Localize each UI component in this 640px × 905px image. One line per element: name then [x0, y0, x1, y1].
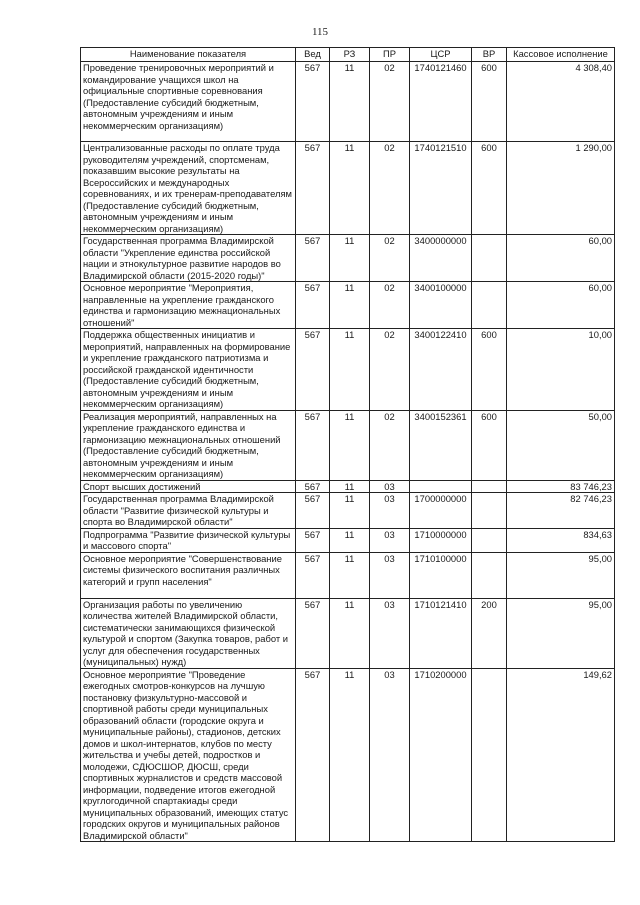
table-row	[81, 480, 615, 493]
table-cell-ved: 567	[296, 282, 330, 329]
table-cell-vr: 600	[472, 329, 507, 411]
table-cell-rz: 11	[330, 410, 370, 480]
table-cell-ved: 567	[296, 235, 330, 282]
table-cell-ved: 567	[296, 62, 330, 142]
table-cell-rz: 11	[330, 142, 370, 235]
table-cell-ved: 567	[296, 329, 330, 411]
table-cell-pr: 02	[370, 62, 410, 142]
table-cell-pr: 02	[370, 329, 410, 411]
table-cell-name: Государственная программа Владимирской области "Развитие физической культуры и спорта во Владимирской области"	[81, 493, 296, 529]
table-row	[81, 552, 615, 598]
table-row	[81, 493, 615, 529]
table-cell-rz: 11	[330, 598, 370, 668]
table-cell-csr: 1710000000	[410, 528, 472, 552]
table-row	[81, 282, 615, 329]
table-cell-name: Поддержка общественных инициатив и мероприятий, направленных на формирование и укрепление гражданского патриотизма и российской гражданской идентичности (Предоставление субсидий бюджетным, автономным учреждениям и иным некоммерческим организациям)	[81, 329, 296, 411]
table-cell-rz: 11	[330, 329, 370, 411]
table-cell-name: Реализация мероприятий, направленных на укрепление гражданского единства и гармонизацию межнациональных отношений (Предоставление субсидий бюджетным, автономным учреждениям и иным некоммерческим организациям)	[81, 410, 296, 480]
table-cell-rz: 11	[330, 668, 370, 842]
table-cell-csr	[410, 480, 472, 493]
header-amount: Кассовое исполнение	[507, 48, 615, 62]
table-row	[81, 410, 615, 480]
table-cell-ved: 567	[296, 493, 330, 529]
table-cell-name: Основное мероприятие "Мероприятия, направленные на укрепление гражданского единства и гармонизацию межнациональных отношений"	[81, 282, 296, 329]
table-cell-pr: 03	[370, 528, 410, 552]
table-cell-ved: 567	[296, 480, 330, 493]
table-cell-rz: 11	[330, 235, 370, 282]
table-cell-vr	[472, 528, 507, 552]
table-cell-amount: 1 290,00	[507, 142, 615, 235]
table-row	[81, 329, 615, 411]
page-number: 115	[311, 26, 329, 38]
budget-execution-table	[80, 47, 615, 842]
table-cell-pr: 02	[370, 282, 410, 329]
table-cell-name: Государственная программа Владимирской области "Укрепление единства российской нации и этнокультурное развитие народов во Владимирской области (2015-2020 годы)"	[81, 235, 296, 282]
table-cell-amount: 60,00	[507, 235, 615, 282]
header-vr: ВР	[472, 48, 507, 62]
table-cell-amount: 82 746,23	[507, 493, 615, 529]
header-name: Наименование показателя	[81, 48, 296, 62]
table-cell-ved: 567	[296, 552, 330, 598]
table-cell-name: Централизованные расходы по оплате труда руководителям учреждений, спортсменам, показавшим высокие результаты на Всероссийских и международных соревнованиях, и их тренерам-преподавателям (Предоставление субсидий бюджетным, автономным учреждениям и иным некоммерческим организациям)	[81, 142, 296, 235]
table-cell-name: Организация работы по увеличению количества жителей Владимирской области, систематически занимающихся физической культурой и спортом (Закупка товаров, работ и услуг для обеспечения государственных (муниципальных) нужд)	[81, 598, 296, 668]
table-cell-name: Проведение тренировочных мероприятий и командирование учащихся школ на официальные спортивные соревнования (Предоставление субсидий бюджетным, автономным учреждениям и иным некоммерческим организациям)	[81, 62, 296, 142]
header-rz: РЗ	[330, 48, 370, 62]
table-cell-csr: 1740121510	[410, 142, 472, 235]
table-cell-rz: 11	[330, 528, 370, 552]
table-cell-csr: 3400152361	[410, 410, 472, 480]
table-cell-pr: 02	[370, 410, 410, 480]
table-cell-vr	[472, 480, 507, 493]
table-row	[81, 62, 615, 142]
table-row	[81, 235, 615, 282]
table-row	[81, 528, 615, 552]
table-cell-ved: 567	[296, 410, 330, 480]
table-row	[81, 598, 615, 668]
table-cell-vr	[472, 552, 507, 598]
table-cell-amount: 95,00	[507, 552, 615, 598]
table-cell-csr: 1710200000	[410, 668, 472, 842]
table-cell-vr: 200	[472, 598, 507, 668]
table-cell-csr: 1700000000	[410, 493, 472, 529]
table-cell-pr: 02	[370, 235, 410, 282]
table-cell-name: Основное мероприятие "Совершенствование системы физического воспитания различных категорий и групп населения"	[81, 552, 296, 598]
table-cell-amount: 60,00	[507, 282, 615, 329]
table-cell-csr: 1740121460	[410, 62, 472, 142]
table-cell-vr	[472, 282, 507, 329]
table-cell-vr	[472, 235, 507, 282]
table-row	[81, 668, 615, 842]
table-cell-ved: 567	[296, 598, 330, 668]
table-cell-csr: 3400122410	[410, 329, 472, 411]
table-cell-rz: 11	[330, 62, 370, 142]
table-cell-name: Подпрограмма "Развитие физической культуры и массового спорта"	[81, 528, 296, 552]
table-cell-rz: 11	[330, 493, 370, 529]
table-cell-rz: 11	[330, 282, 370, 329]
table-cell-amount: 10,00	[507, 329, 615, 411]
table-cell-ved: 567	[296, 142, 330, 235]
table-cell-csr: 3400000000	[410, 235, 472, 282]
table-cell-csr: 1710100000	[410, 552, 472, 598]
table-cell-name: Основное мероприятие "Проведение ежегодных смотров-конкурсов на лучшую постановку физкультурно-массовой и спортивной работы среди муниципальных образований области (городские округа и муниципальные районы), стадионов, детских домов и школ-интернатов, клубов по месту жительства и учебы детей, подростков и молодежи, СДЮСШОР, ДЮСШ, среди спортивных журналистов и средств массовой информации, подведение итогов ежегодной круглогодичной спартакиады среди муниципальных образований, имеющих статус городских округов и муниципальных районов Владимирской области"	[81, 668, 296, 842]
table-cell-pr: 03	[370, 668, 410, 842]
table-cell-pr: 03	[370, 480, 410, 493]
table-cell-name: Спорт высших достижений	[81, 480, 296, 493]
table-cell-amount: 4 308,40	[507, 62, 615, 142]
table-cell-ved: 567	[296, 528, 330, 552]
header-ved: Вед	[296, 48, 330, 62]
table-cell-pr: 03	[370, 493, 410, 529]
table-cell-amount: 83 746,23	[507, 480, 615, 493]
table-cell-pr: 03	[370, 598, 410, 668]
table-cell-ved: 567	[296, 668, 330, 842]
table-cell-csr: 3400100000	[410, 282, 472, 329]
table-cell-vr	[472, 493, 507, 529]
table-row	[81, 142, 615, 235]
table-cell-vr: 600	[472, 142, 507, 235]
table-header-row	[81, 48, 615, 62]
table-cell-pr: 02	[370, 142, 410, 235]
header-pr: ПР	[370, 48, 410, 62]
header-csr: ЦСР	[410, 48, 472, 62]
table-cell-vr: 600	[472, 62, 507, 142]
table-cell-amount: 149,62	[507, 668, 615, 842]
table-cell-rz: 11	[330, 552, 370, 598]
table-cell-vr: 600	[472, 410, 507, 480]
table-cell-rz: 11	[330, 480, 370, 493]
table-cell-amount: 50,00	[507, 410, 615, 480]
table-cell-csr: 1710121410	[410, 598, 472, 668]
table-cell-amount: 834,63	[507, 528, 615, 552]
table-cell-amount: 95,00	[507, 598, 615, 668]
table-cell-pr: 03	[370, 552, 410, 598]
table-cell-vr	[472, 668, 507, 842]
